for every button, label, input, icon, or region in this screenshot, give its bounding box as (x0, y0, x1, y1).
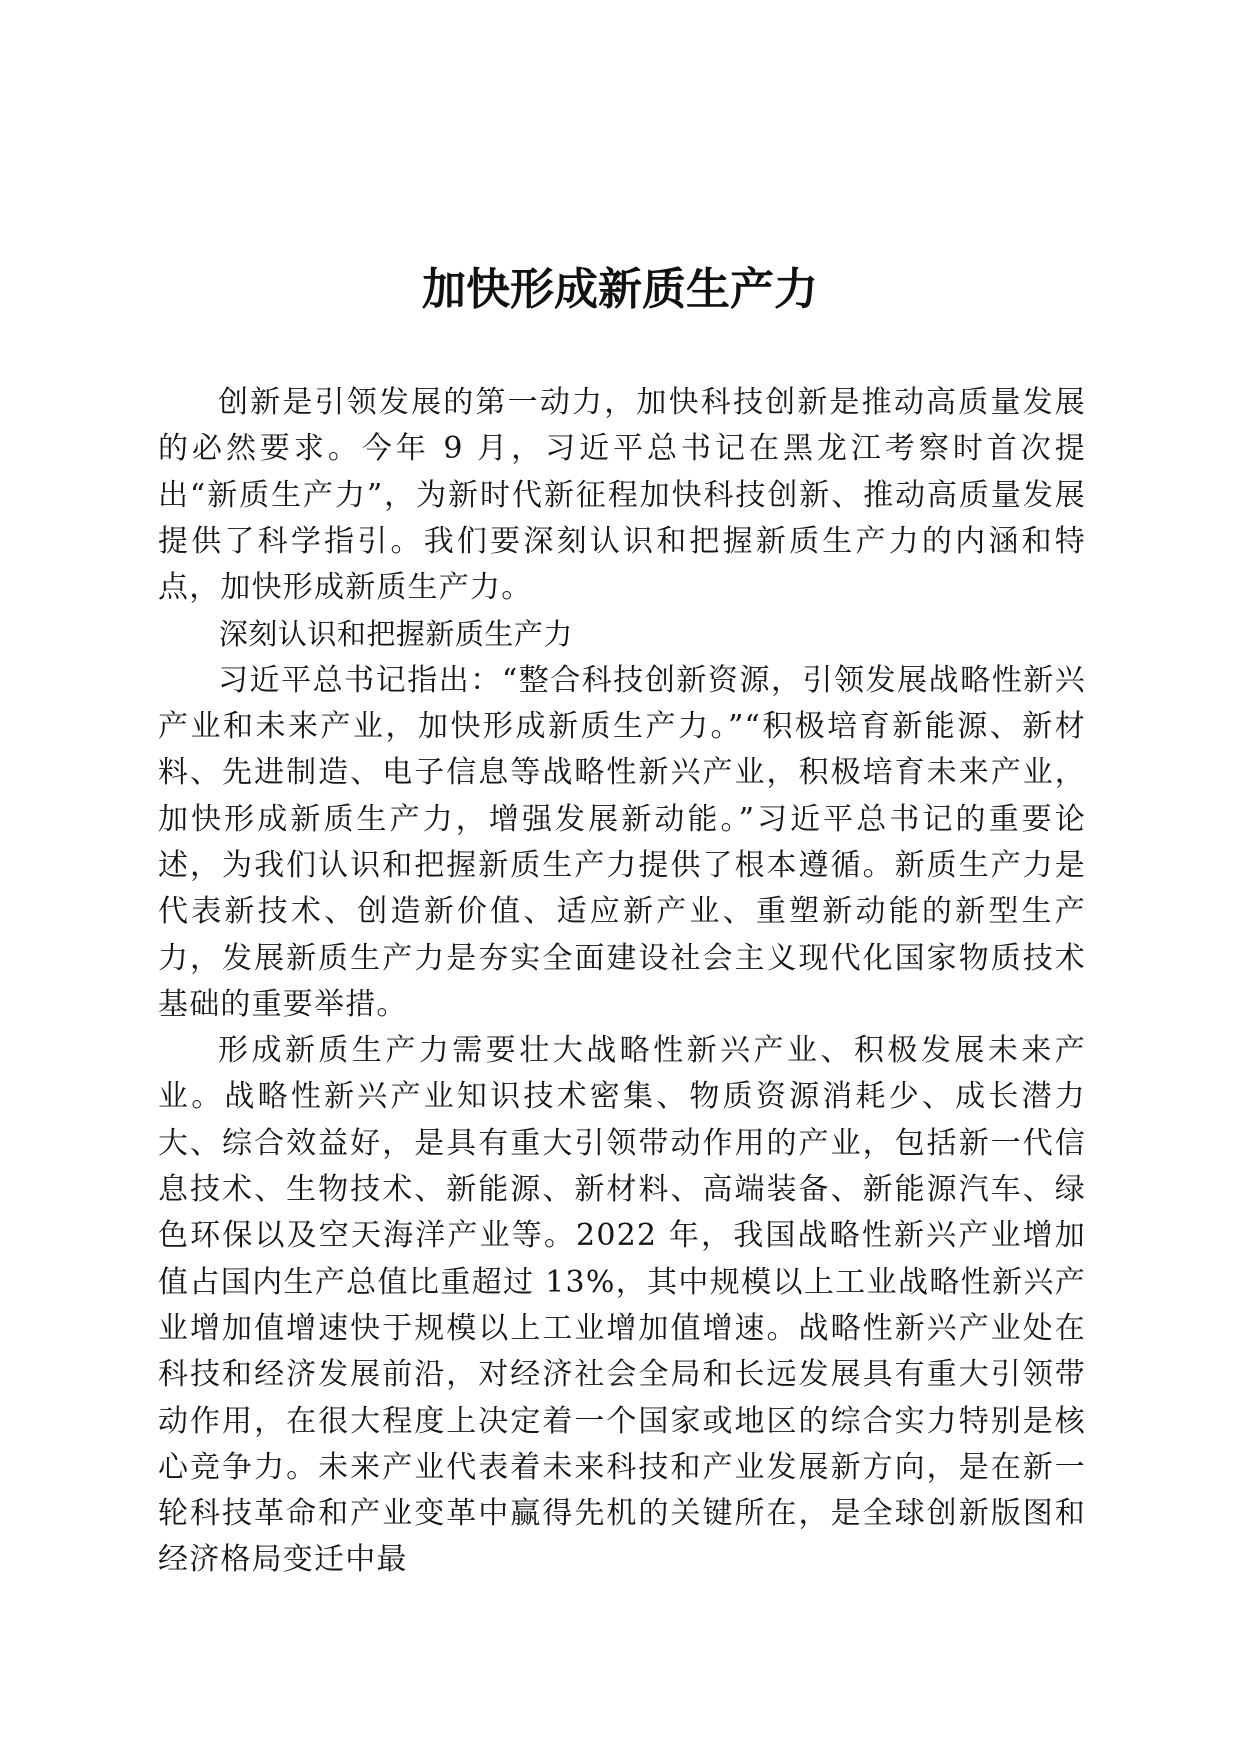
document-title: 加快形成新质生产力 (422, 264, 818, 315)
document-body (158, 380, 1086, 1584)
paragraph-intro: 创新是引领发展的第一动力，加快科技创新是推动高质量发展的必然要求。今年 9 月，习近平总书记在黑龙江考察时首次提出“新质生产力”，为新时代新征程加快科技创新、推动高质量发展提供了科学指引。我们要深刻认识和把握新质生产力的内涵和特点，加快形成新质生产力。 (158, 385, 1086, 606)
section-heading: 深刻认识和把握新质生产力 (218, 617, 573, 652)
paragraph-industries: 形成新质生产力需要壮大战略性新兴产业、积极发展未来产业。战略性新兴产业知识技术密集、物质资源消耗少、成长潜力大、综合效益好，是具有重大引领带动作用的产业，包括新一代信息技术、生物技术、新能源、新材料、高端装备、新能源汽车、绿色环保以及空天海洋产业等。2022 年，我国战略性新兴产业增加值占国内生产总值比重超过 13%，其中规模以上工业战略性新兴产业增加值增速快于规模以上工业增加值增速。战略性新兴产业处在科技和经济发展前沿，对经济社会全局和长远发展具有重大引领带动作用，在很大程度上决定着一个国家或地区的综合实力特别是核心竞争力。未来产业代表着未来科技和产业发展新方向，是在新一轮科技革命和产业变革中赢得先机的关键所在，是全球创新版图和经济格局变迁中最 (158, 1033, 1086, 1578)
paragraph-quote: 习近平总书记指出：“整合科技创新资源，引领发展战略性新兴产业和未来产业，加快形成新质生产力。”“积极培育新能源、新材料、先进制造、电子信息等战略性新兴产业，积极培育未来产业，加快形成新质生产力，增强发展新动能。”习近平总书记的重要论述，为我们认识和把握新质生产力提供了根本遵循。新质生产力是代表新技术、创造新价值、适应新产业、重塑新动能的新型生产力，发展新质生产力是夯实全面建设社会主义现代化国家物质技术基础的重要举措。 (158, 662, 1086, 1022)
